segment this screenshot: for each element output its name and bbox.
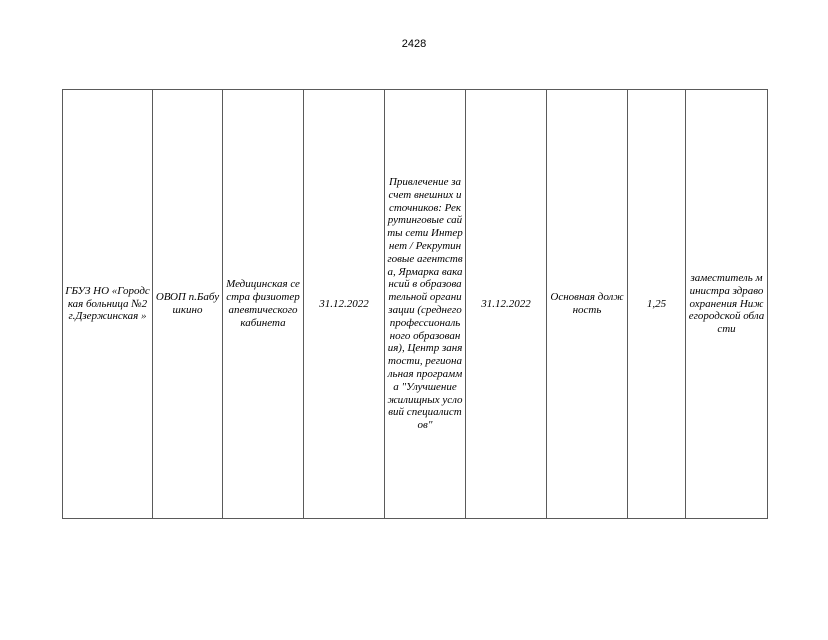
cell-measures — [385, 90, 466, 519]
cell-rate — [628, 90, 686, 519]
cell-unit — [153, 90, 223, 519]
unit-text: ОВОП п.Бабушкино — [155, 291, 220, 316]
responsible-text: заместитель министра здравоохранения Нижегородской области — [688, 272, 765, 336]
cell-institution — [63, 90, 153, 519]
date-2-text: 31.12.2022 — [481, 297, 531, 310]
cell-date-1 — [304, 90, 385, 519]
institution-text: ГБУЗ НО «Городская больница №2 г.Дзержинская » — [65, 284, 150, 323]
measures-text: Привлечение за счет внешних источников: Рекрутинговые сайты сети Интернет / Рекрутинговые агентства, Ярмарка вакансий в образовательной организации (среднего профессионального образования), Центр занятости, региональная программа "Улучшение жилищных условий специалистов" — [387, 176, 463, 432]
cell-date-2 — [466, 90, 547, 519]
date-1-text: 31.12.2022 — [319, 297, 369, 310]
position-text: Медицинская сестра физиотерапевтического кабинета — [226, 278, 300, 329]
employment-type-text: Основная должность — [550, 291, 624, 316]
page-number: 2428 — [401, 38, 427, 50]
staffing-table — [62, 89, 768, 519]
rate-text: 1,25 — [646, 297, 667, 310]
cell-employment-type — [547, 90, 628, 519]
cell-position — [223, 90, 304, 519]
cell-responsible — [686, 90, 768, 519]
table-row — [63, 90, 768, 519]
